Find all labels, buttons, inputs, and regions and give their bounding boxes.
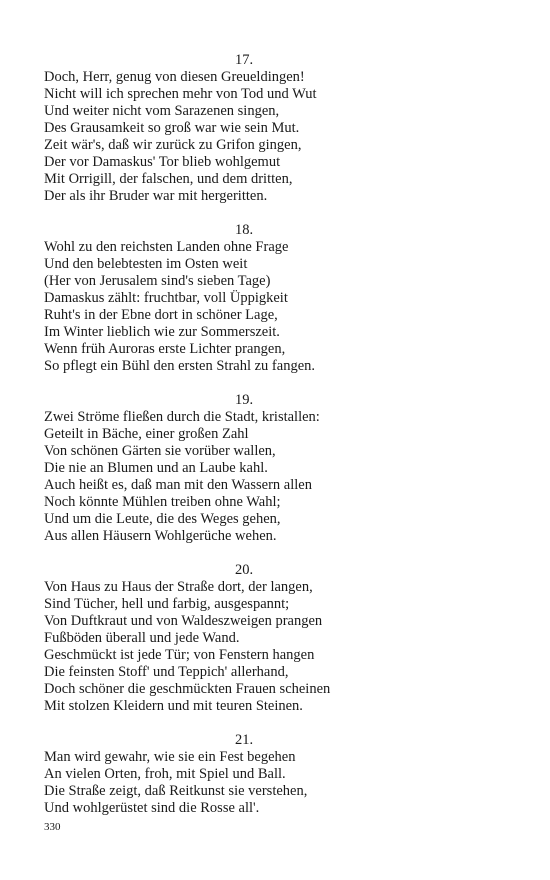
verse-line: Von Haus zu Haus der Straße dort, der langen, xyxy=(44,579,313,595)
stanza-17 xyxy=(44,52,444,205)
verse-line: Des Grausamkeit so groß war wie sein Mut. xyxy=(44,120,300,136)
verse-line: Auch heißt es, daß man mit den Wassern allen xyxy=(44,477,312,493)
page-number: 330 xyxy=(44,821,61,833)
stanza-number: 21. xyxy=(234,732,254,748)
verse-line: Ruht's in der Ebne dort in schöner Lage, xyxy=(44,307,278,323)
stanza-19 xyxy=(44,392,444,545)
verse-line: Die Straße zeigt, daß Reitkunst sie verstehen, xyxy=(44,783,308,799)
verse-line: Die nie an Blumen und an Laube kahl. xyxy=(44,460,268,476)
verse-line: Doch schöner die geschmückten Frauen scheinen xyxy=(44,681,331,697)
verse-line: Geteilt in Bäche, einer großen Zahl xyxy=(44,426,249,442)
verse-line: Wenn früh Auroras erste Lichter prangen, xyxy=(44,341,286,357)
stanza-18 xyxy=(44,222,444,375)
stanza-20 xyxy=(44,562,444,715)
verse-line: Nicht will ich sprechen mehr von Tod und Wut xyxy=(44,86,317,102)
stanza-number: 17. xyxy=(234,52,254,68)
verse-line: Der als ihr Bruder war mit hergeritten. xyxy=(44,188,268,204)
verse-line: Noch könnte Mühlen treiben ohne Wahl; xyxy=(44,494,281,510)
verse-line: Sind Tücher, hell und farbig, ausgespannt; xyxy=(44,596,290,612)
verse-line: Zeit wär's, daß wir zurück zu Grifon gingen, xyxy=(44,137,302,153)
verse-line: Zwei Ströme fließen durch die Stadt, kristallen: xyxy=(44,409,320,425)
verse-line: Damaskus zählt: fruchtbar, voll Üppigkeit xyxy=(44,290,288,306)
verse-line: Von Duftkraut und von Waldeszweigen prangen xyxy=(44,613,323,629)
verse-line: Im Winter lieblich wie zur Sommerszeit. xyxy=(44,324,280,340)
verse-line: Man wird gewahr, wie sie ein Fest begehen xyxy=(44,749,296,765)
verse-line: (Her von Jerusalem sind's sieben Tage) xyxy=(44,273,271,289)
verse-line: So pflegt ein Bühl den ersten Strahl zu fangen. xyxy=(44,358,316,374)
verse-line: Fußböden überall und jede Wand. xyxy=(44,630,240,646)
verse-line: Mit stolzen Kleidern und mit teuren Steinen. xyxy=(44,698,303,714)
verse-line: An vielen Orten, froh, mit Spiel und Ball. xyxy=(44,766,286,782)
verse-line: Der vor Damaskus' Tor blieb wohlgemut xyxy=(44,154,281,170)
verse-line: Von schönen Gärten sie vorüber wallen, xyxy=(44,443,276,459)
stanza-number: 19. xyxy=(234,392,254,408)
verse-line: Und wohlgerüstet sind die Rosse all'. xyxy=(44,800,260,816)
verse-line: Und um die Leute, die des Weges gehen, xyxy=(44,511,281,527)
verse-line: Wohl zu den reichsten Landen ohne Frage xyxy=(44,239,289,255)
verse-line: Aus allen Häusern Wohlgerüche wehen. xyxy=(44,528,277,544)
verse-line: Die feinsten Stoff' und Teppich' allerhand, xyxy=(44,664,289,680)
verse-line: Mit Orrigill, der falschen, und dem dritten, xyxy=(44,171,293,187)
verse-line: Geschmückt ist jede Tür; von Fenstern hangen xyxy=(44,647,315,663)
verse-line: Und den belebtesten im Osten weit xyxy=(44,256,248,272)
stanza-number: 18. xyxy=(234,222,254,238)
stanza-number: 20. xyxy=(234,562,254,578)
page-body xyxy=(44,52,444,817)
stanza-21 xyxy=(44,732,444,817)
verse-line: Doch, Herr, genug von diesen Greueldingen! xyxy=(44,69,305,85)
verse-line: Und weiter nicht vom Sarazenen singen, xyxy=(44,103,280,119)
